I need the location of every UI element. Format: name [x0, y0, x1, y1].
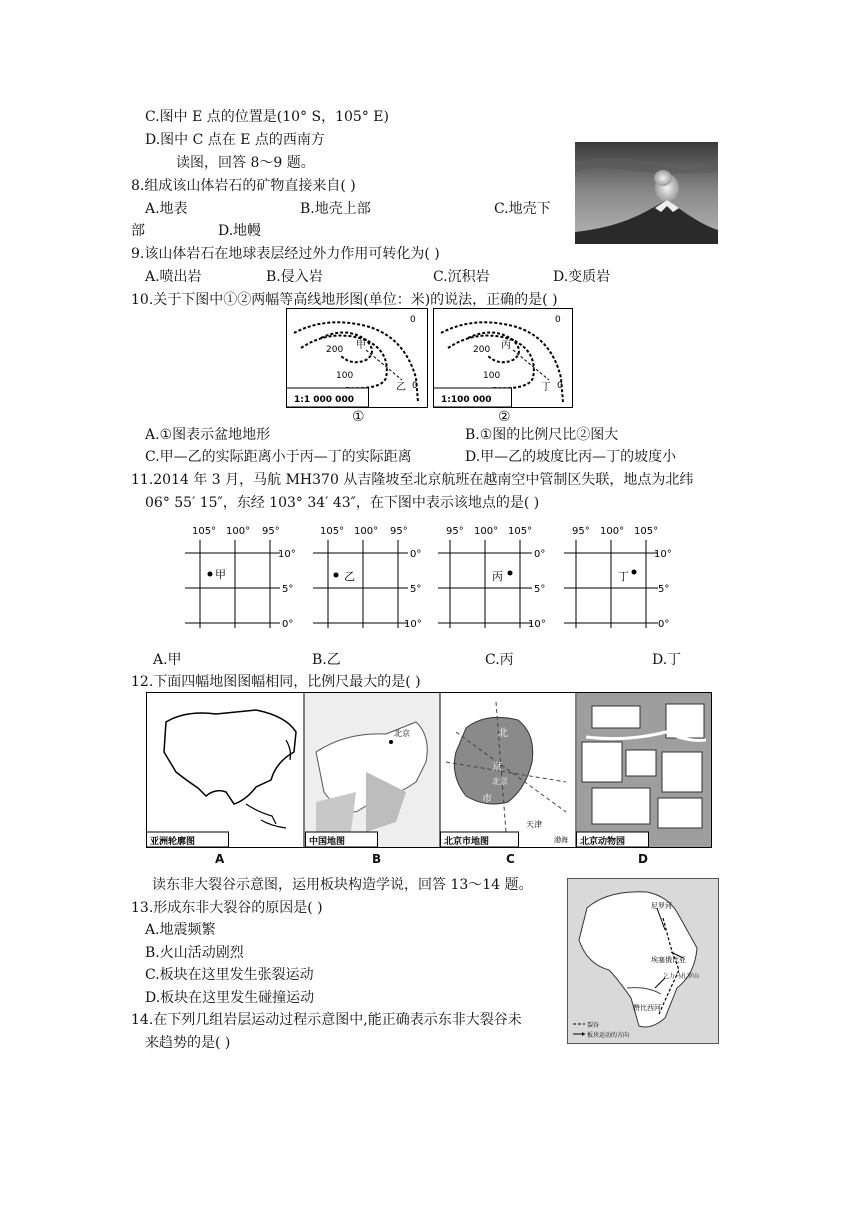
svg-text:10°: 10° — [528, 619, 546, 630]
q13-option-b: B.火山活动剧烈 — [145, 945, 244, 961]
map-letter-b: B — [372, 852, 382, 866]
map-1-label: ① — [352, 409, 365, 425]
q8-option-d: D.地幔 — [218, 223, 262, 239]
location-dot — [632, 570, 637, 575]
q8-option-c-cont: 部 — [131, 223, 145, 239]
q9-option-c: C.沉积岩 — [433, 269, 490, 285]
svg-text:北京: 北京 — [492, 777, 508, 786]
grid-ding — [562, 520, 687, 630]
svg-text:0°: 0° — [534, 549, 546, 560]
svg-text:甲: 甲 — [215, 568, 226, 581]
svg-text:0°: 0° — [410, 549, 422, 560]
contour-label-100: 100 — [336, 371, 354, 381]
q9-option-d: D.变质岩 — [553, 269, 611, 285]
map-2-label: ② — [498, 409, 511, 425]
option-c-prev: C.图中 E 点的位置是(10° S，105° E) — [145, 109, 389, 125]
map-letter-d: D — [638, 852, 648, 866]
svg-text:北京动物园: 北京动物园 — [580, 837, 626, 847]
instruction-13-14: 读东非大裂谷示意图，运用板块构造学说，回答 13～14 题。 — [152, 877, 533, 893]
q10-option-c: C.甲—乙的实际距离小于丙—丁的实际距离 — [145, 449, 412, 465]
q10-option-a: A.①图表示盆地地形 — [145, 427, 271, 443]
q11-option-a: A.甲 — [153, 652, 182, 668]
svg-text:尼罗河: 尼罗河 — [651, 902, 672, 910]
q10-option-d: D.甲—乙的坡度比丙—丁的坡度小 — [465, 449, 677, 465]
question-11-line2: 06° 55′ 15″，东经 103° 34′ 43″，在下图中表示该地点的是( ) — [145, 495, 540, 511]
volcano-photo — [575, 142, 718, 244]
q8-option-a: A.地表 — [145, 201, 188, 217]
svg-text:丁: 丁 — [618, 570, 629, 583]
q11-option-b: B.乙 — [312, 652, 341, 668]
svg-text:95°: 95° — [572, 526, 590, 537]
q13-option-a: A.地震频繁 — [145, 922, 216, 938]
contour-label-100: 100 — [483, 371, 501, 381]
question-8: 8.组成该山体岩石的矿物直接来自( ) — [131, 178, 356, 194]
q13-option-d: D.板块在这里发生碰撞运动 — [145, 990, 315, 1006]
svg-text:10°: 10° — [404, 619, 422, 630]
q9-option-b: B.侵入岩 — [266, 269, 323, 285]
svg-text:5°: 5° — [282, 584, 294, 595]
four-maps-figure — [146, 692, 712, 848]
svg-text:100°: 100° — [354, 526, 379, 537]
question-14-line2: 来趋势的是( ) — [145, 1035, 231, 1051]
location-dot — [508, 571, 513, 576]
question-9: 9.该山体岩石在地球表层经过外力作用可转化为( ) — [131, 246, 440, 262]
contour-map-2 — [433, 308, 573, 408]
option-d-prev: D.图中 C 点在 E 点的西南方 — [145, 132, 325, 148]
svg-text:5°: 5° — [658, 584, 670, 595]
q8-option-b: B.地壳上部 — [300, 201, 371, 217]
svg-text:95°: 95° — [390, 526, 408, 537]
location-dot — [208, 572, 213, 577]
contour-map-1 — [286, 308, 428, 408]
svg-text:乞力马扎罗山: 乞力马扎罗山 — [663, 973, 700, 980]
svg-text:105°: 105° — [508, 526, 533, 537]
q8-option-c: C.地壳下 — [494, 201, 551, 217]
svg-text:北京: 北京 — [394, 729, 410, 738]
contour-label-0: 0 — [555, 315, 561, 325]
q11-option-d: D.丁 — [652, 652, 682, 668]
question-10: 10.关于下图中①②两幅等高线地形图(单位：米)的说法，正确的是( ) — [131, 292, 558, 308]
svg-text:105°: 105° — [192, 526, 217, 537]
svg-text:天津: 天津 — [526, 820, 542, 829]
map-china — [305, 693, 440, 847]
contour-label-0b: 0 — [557, 381, 563, 391]
grid-bing — [436, 520, 561, 630]
svg-text:渤海: 渤海 — [554, 836, 568, 844]
svg-text:板块运动的方向: 板块运动的方向 — [587, 1032, 630, 1039]
svg-text:105°: 105° — [634, 526, 659, 537]
grid-yi — [308, 520, 433, 630]
contour-label-200: 200 — [473, 345, 491, 355]
svg-text:市: 市 — [482, 794, 492, 805]
instruction-8-9: 读图，回答 8～9 题。 — [176, 155, 315, 171]
q9-option-a: A.喷出岩 — [145, 269, 202, 285]
point-bing: 丙 — [501, 340, 511, 351]
question-13: 13.形成东非大裂谷的原因是( ) — [131, 900, 323, 916]
svg-text:10°: 10° — [278, 549, 296, 560]
question-12: 12.下面四幅地图图幅相同，比例尺最大的是( ) — [131, 674, 421, 690]
svg-text:5°: 5° — [534, 584, 546, 595]
point-jia: 甲 — [356, 340, 366, 351]
map-letter-a: A — [215, 852, 225, 866]
point-ding: 丁 — [541, 382, 551, 393]
scale-label-2: 1:100 000 — [441, 395, 492, 405]
svg-text:中国地图: 中国地图 — [309, 837, 346, 847]
svg-text:100°: 100° — [474, 526, 499, 537]
svg-text:乙: 乙 — [344, 570, 355, 583]
svg-text:0°: 0° — [658, 619, 670, 630]
point-yi: 乙 — [396, 382, 406, 393]
svg-text:5°: 5° — [410, 584, 422, 595]
svg-text:100°: 100° — [600, 526, 625, 537]
contour-label-0b: 0 — [412, 381, 418, 391]
svg-text:10°: 10° — [654, 549, 672, 560]
svg-text:亚洲轮廓图: 亚洲轮廓图 — [150, 837, 196, 847]
svg-text:95°: 95° — [446, 526, 464, 537]
scale-label-1: 1:1 000 000 — [294, 395, 354, 405]
svg-text:裂谷: 裂谷 — [587, 1022, 600, 1029]
question-14-line1: 14.在下列几组岩层运动过程示意图中,能正确表示东非大裂谷未 — [131, 1012, 522, 1028]
question-11-line1: 11.2014 年 3 月，马航 MH370 从吉隆坡至北京航班在越南空中管制区失联，地点为北纬 — [131, 472, 694, 488]
svg-text:95°: 95° — [262, 526, 280, 537]
svg-text:105°: 105° — [320, 526, 345, 537]
svg-text:0°: 0° — [282, 619, 294, 630]
q11-option-c: C.丙 — [485, 652, 514, 668]
svg-text:100°: 100° — [226, 526, 251, 537]
svg-text:赞比西河: 赞比西河 — [633, 1004, 661, 1012]
svg-text:丙: 丙 — [492, 570, 503, 583]
map-beijing-zoo — [577, 693, 711, 847]
map-letter-c: C — [506, 852, 515, 866]
q13-option-c: C.板块在这里发生张裂运动 — [145, 967, 314, 983]
svg-text:北京市地图: 北京市地图 — [444, 837, 490, 847]
contour-label-200: 200 — [326, 345, 344, 355]
grid-jia — [180, 520, 305, 630]
svg-text:埃塞俄比亚: 埃塞俄比亚 — [651, 956, 686, 964]
svg-text:北: 北 — [498, 728, 508, 739]
location-dot — [334, 573, 339, 578]
svg-text:京: 京 — [492, 762, 502, 773]
east-africa-rift-map — [567, 878, 719, 1044]
contour-label-0: 0 — [410, 315, 416, 325]
q10-option-b: B.①图的比例尺比②图大 — [465, 427, 619, 443]
